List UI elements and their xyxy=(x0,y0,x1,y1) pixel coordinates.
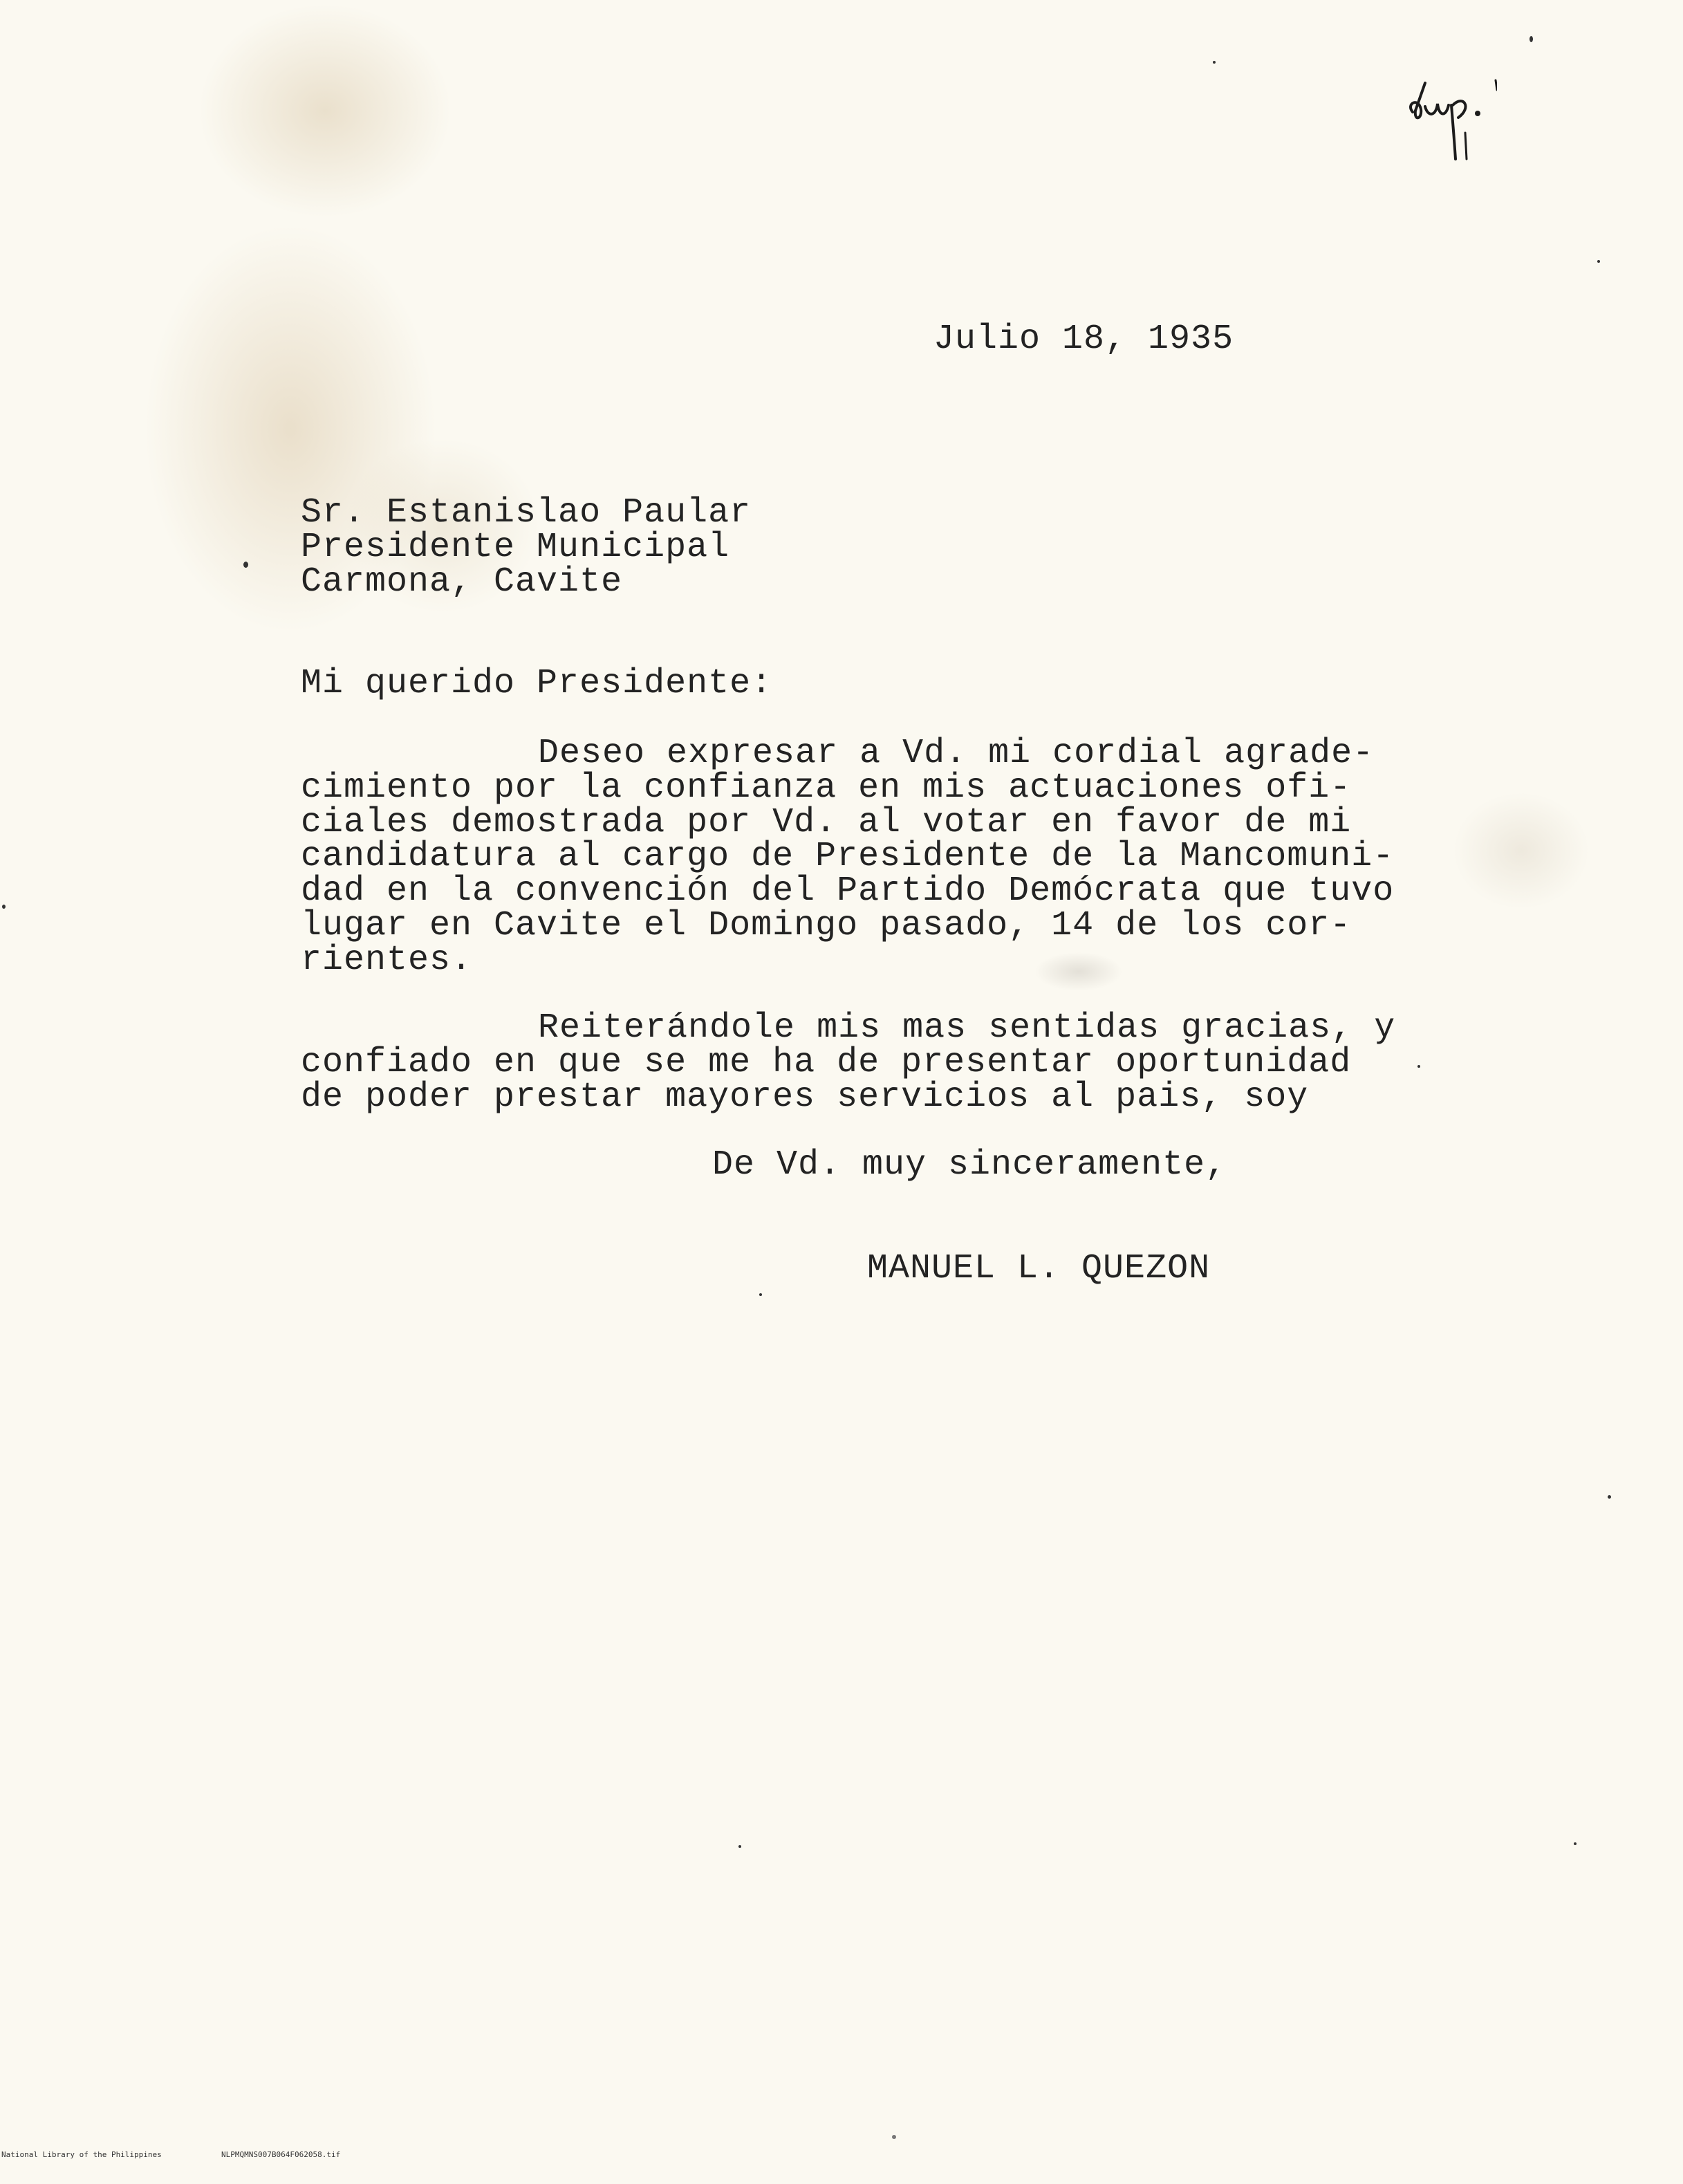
paragraph-line: ciales demostrada por Vd. al votar en favor de mi xyxy=(301,803,1352,842)
paper-speck xyxy=(1417,1065,1420,1068)
paper-speck xyxy=(1574,1842,1577,1845)
signature-name: MANUEL L. QUEZON xyxy=(867,1249,1211,1288)
handwritten-note xyxy=(1400,55,1497,166)
recipient-title: Presidente Municipal xyxy=(301,528,730,567)
closing: De Vd. muy sinceramente, xyxy=(712,1145,1227,1185)
paragraph-line: lugar en Cavite el Domingo pasado, 14 de los cor- xyxy=(301,906,1352,945)
paper-speck xyxy=(738,1845,741,1848)
archive-footer xyxy=(0,2150,341,2184)
paper-speck xyxy=(2,905,6,909)
paragraph-line: dad en la convención del Partido Demócrata que tuvo xyxy=(301,871,1395,911)
archive-name: National Library of the Philippines xyxy=(1,2150,162,2159)
paper-speck xyxy=(1213,61,1216,64)
paragraph-line: Deseo expresar a Vd. mi cordial agrade- xyxy=(538,734,1375,773)
paper-speck xyxy=(892,2135,896,2139)
paragraph-line: de poder prestar mayores servicios al pais, soy xyxy=(301,1077,1309,1117)
paper-speck xyxy=(1608,1495,1611,1499)
recipient-name: Sr. Estanislao Paular xyxy=(301,493,752,533)
paper-speck xyxy=(1529,36,1533,42)
recipient-location: Carmona, Cavite xyxy=(301,562,623,602)
paper-speck xyxy=(243,562,248,568)
paragraph-line: confiado en que se me ha de presentar oportunidad xyxy=(301,1043,1352,1082)
file-identifier: NLPMQMNS007B064F062058.tif xyxy=(221,2150,341,2159)
paragraph-line: candidatura al cargo de Presidente de la Mancomuni- xyxy=(301,837,1395,876)
letter-date: Julio 18, 1935 xyxy=(933,320,1234,359)
paper-speck xyxy=(759,1293,762,1296)
paragraph-line: cimiento por la confianza en mis actuaciones ofi- xyxy=(301,768,1352,808)
paper-speck xyxy=(1597,260,1600,263)
paragraph-line: rientes. xyxy=(301,941,473,980)
paragraph-line: Reiterándole mis mas sentidas gracias, y xyxy=(538,1008,1396,1048)
salutation: Mi querido Presidente: xyxy=(301,664,773,703)
